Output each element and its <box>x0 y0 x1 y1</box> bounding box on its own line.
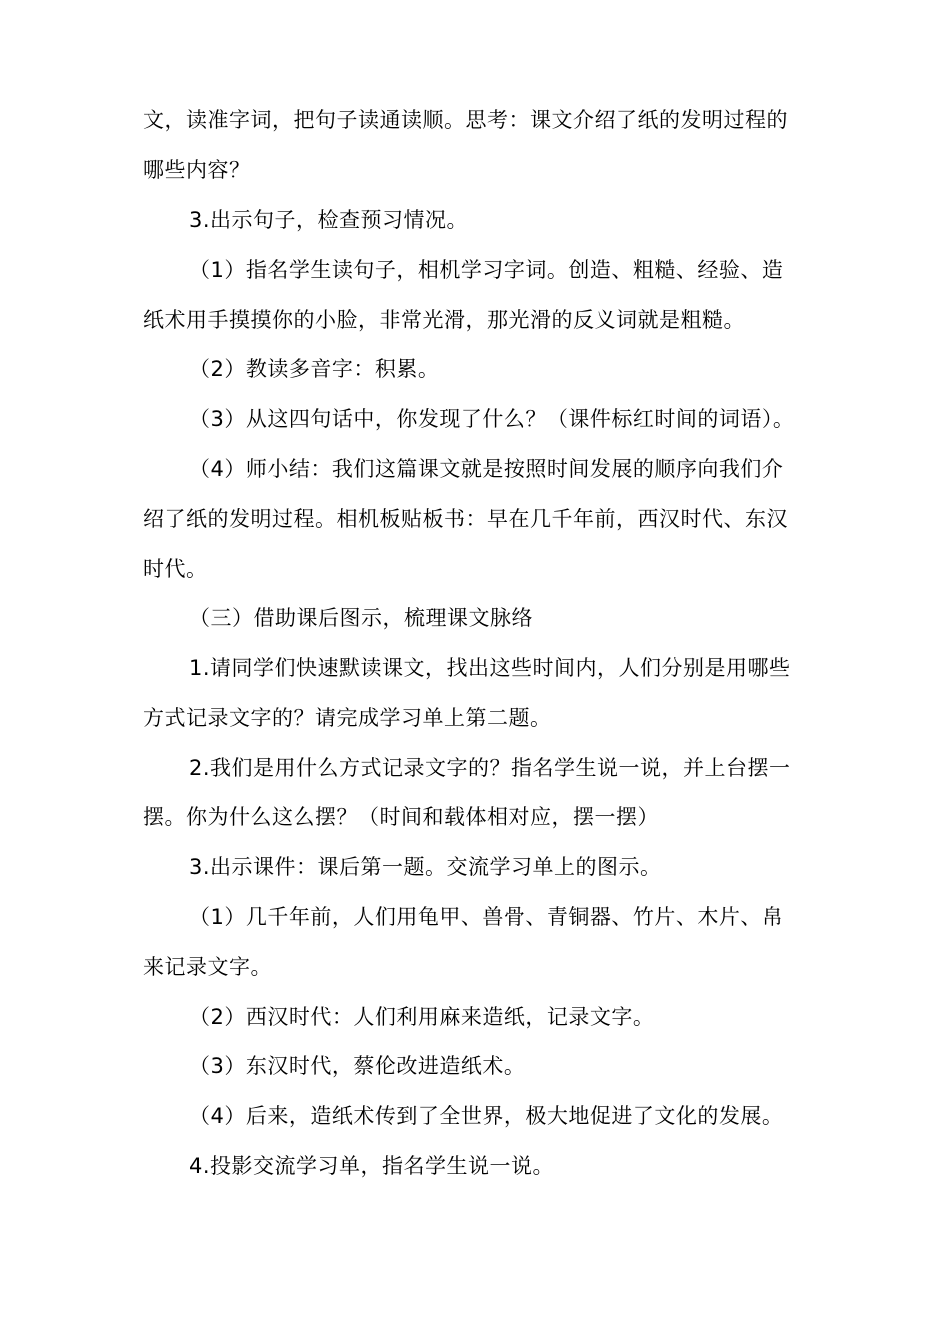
text-line: 方式记录文字的？请完成学习单上第二题。 <box>143 706 552 730</box>
text-line: （2）西汉时代：人们利用麻来造纸，记录文字。 <box>189 1005 655 1029</box>
text-line: （4）后来，造纸术传到了全世界，极大地促进了文化的发展。 <box>189 1104 784 1128</box>
text-line: （2）教读多音字：积累。 <box>189 357 440 381</box>
text-line: 绍了纸的发明过程。相机板贴板书：早在几千年前，西汉时代、东汉 <box>143 507 788 531</box>
text-line: 1.请同学们快速默读课文，找出这些时间内，人们分别是用哪些 <box>189 656 791 680</box>
text-line: 时代。 <box>143 557 208 581</box>
text-line: 来记录文字。 <box>143 955 272 979</box>
text-line: 纸术用手摸摸你的小脸，非常光滑，那光滑的反义词就是粗糙。 <box>143 308 745 332</box>
text-line: 3.出示句子，检查预习情况。 <box>189 208 469 232</box>
section-heading: （三）借助课后图示，梳理课文脉络 <box>189 606 533 630</box>
text-line: 文，读准字词，把句子读通读顺。思考：课文介绍了纸的发明过程的 <box>143 108 788 132</box>
text-line: （3）从这四句话中，你发现了什么？（课件标红时间的词语）。 <box>189 407 795 431</box>
text-line: （4）师小结：我们这篇课文就是按照时间发展的顺序向我们介 <box>189 457 784 481</box>
text-line: 2.我们是用什么方式记录文字的？指名学生说一说，并上台摆一 <box>189 756 791 780</box>
text-line: （1）几千年前，人们用龟甲、兽骨、青铜器、竹片、木片、帛 <box>189 905 784 929</box>
text-line: 4.投影交流学习单，指名学生说一说。 <box>189 1154 555 1178</box>
text-line: （3）东汉时代，蔡伦改进造纸术。 <box>189 1054 526 1078</box>
text-line: 摆。你为什么这么摆？（时间和载体相对应，摆一摆） <box>143 805 659 829</box>
text-line: 哪些内容？ <box>143 158 251 182</box>
text-line: （1）指名学生读句子，相机学习字词。创造、粗糙、经验、造 <box>189 258 784 282</box>
text-line: 3.出示课件：课后第一题。交流学习单上的图示。 <box>189 855 662 879</box>
